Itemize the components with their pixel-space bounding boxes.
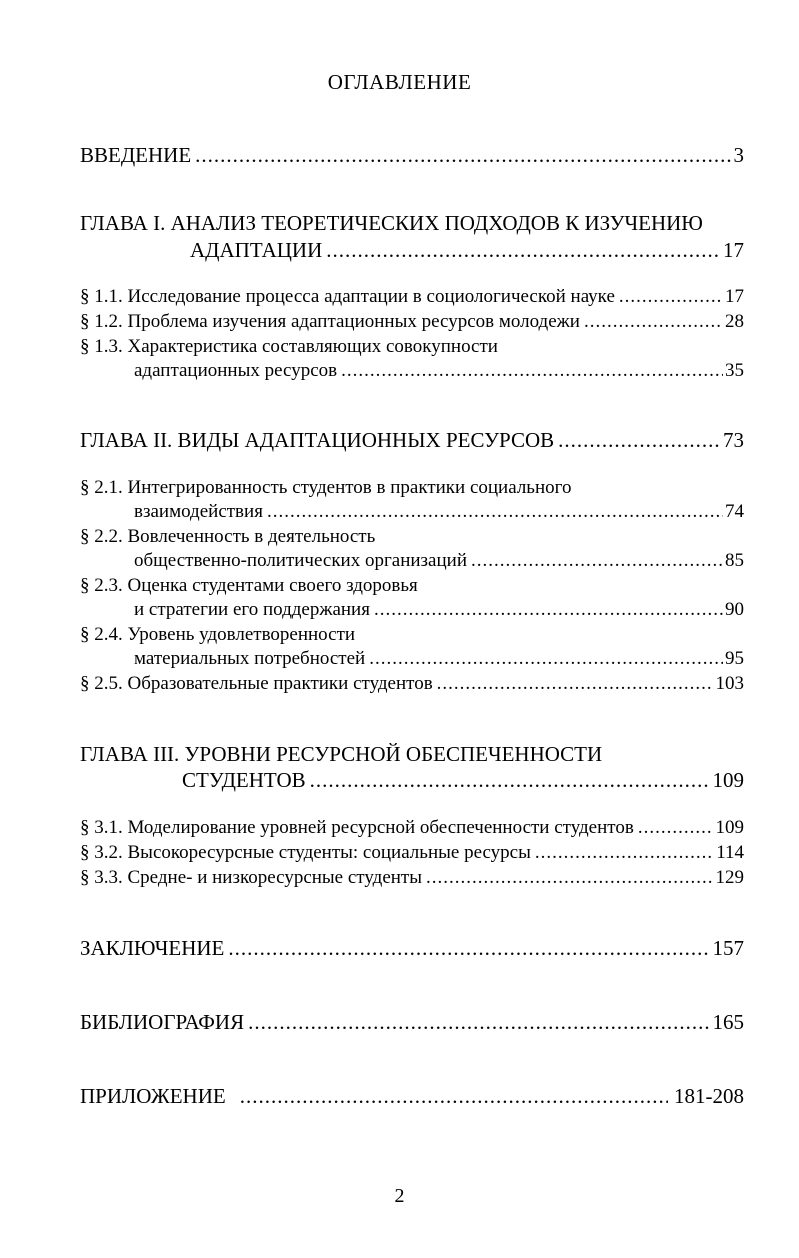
toc-entry-label: СТУДЕНТОВ: [182, 768, 306, 792]
toc-entry-page: 157: [712, 936, 744, 960]
toc-entry-page: 109: [712, 768, 744, 792]
toc-entry-page: 181-208: [674, 1084, 744, 1108]
toc-entry-page: 17: [723, 238, 744, 262]
toc-entry-page: 103: [715, 673, 744, 694]
toc-entry-chapter2: [80, 428, 744, 453]
toc-entry-section-2-5: [80, 673, 744, 695]
toc-entry-page: 74: [725, 501, 744, 522]
toc-entry-chapter3: [182, 768, 744, 793]
toc-entry-page: 165: [712, 1010, 744, 1034]
section-1-3-line1: § 1.3. Характеристика составляющих совокупности: [80, 336, 498, 357]
toc-entry-page: 28: [725, 311, 744, 332]
toc-entry-label: § 3.2. Высокоресурсные студенты: социальные ресурсы: [80, 842, 531, 863]
toc-entry-page: 95: [725, 648, 744, 669]
toc-entry-label: адаптационных ресурсов: [134, 360, 338, 381]
toc-entry-section-2-4: [134, 648, 744, 670]
toc-entry-page: 73: [723, 428, 744, 452]
chapter3-title-line1: ГЛАВА III. УРОВНИ РЕСУРСНОЙ ОБЕСПЕЧЕННОСТИ: [80, 742, 603, 766]
toc-entry-label: ВВЕДЕНИЕ: [80, 143, 192, 167]
toc-entry-label: ГЛАВА II. ВИДЫ АДАПТАЦИОННЫХ РЕСУРСОВ: [80, 428, 555, 452]
toc-entry-label: материальных потребностей: [134, 648, 366, 669]
section-2-2-line1: § 2.2. Вовлеченность в деятельность: [80, 526, 376, 547]
toc-entry-page: 85: [725, 550, 744, 571]
toc-entry-section-3-3: [80, 867, 744, 889]
leader-dots: [558, 428, 721, 453]
leader-dots: [195, 143, 731, 168]
section-2-1-line1: § 2.1. Интегрированность студентов в практики социального: [80, 477, 572, 498]
toc-entry-label: общественно-политических организаций: [134, 550, 467, 571]
toc-entry-bibliography: [80, 1010, 744, 1035]
toc-entry-page: 17: [725, 286, 744, 307]
toc-entry-label: § 3.1. Моделирование уровней ресурсной обеспеченности студентов: [80, 817, 634, 838]
leader-dots: [369, 648, 723, 670]
toc-entry-page: 3: [733, 143, 744, 167]
toc-entry-chapter1: [190, 238, 744, 263]
toc-entry-page: 129: [715, 867, 744, 888]
leader-dots: [267, 501, 723, 523]
leader-dots: [426, 867, 714, 889]
section-2-4-line1: § 2.4. Уровень удовлетворенности: [80, 624, 356, 645]
leader-dots: [326, 238, 721, 263]
toc-entry-section-1-1: [80, 286, 744, 308]
leader-dots: [374, 599, 723, 621]
leader-dots: [638, 817, 714, 839]
toc-entry-section-2-2: [134, 550, 744, 572]
toc-entry-label: ПРИЛОЖЕНИЕ: [80, 1084, 226, 1108]
leader-dots: [341, 360, 723, 382]
toc-entry-label: § 1.2. Проблема изучения адаптационных ресурсов молодежи: [80, 311, 580, 332]
toc-entry-label: ЗАКЛЮЧЕНИЕ: [80, 936, 225, 960]
toc-entry-label: § 2.5. Образовательные практики студентов: [80, 673, 433, 694]
leader-dots: [310, 768, 711, 793]
toc-entry-label: БИБЛИОГРАФИЯ: [80, 1010, 245, 1034]
leader-dots: [437, 673, 714, 695]
toc-entry-intro: [80, 143, 744, 168]
toc-entry-appendix: [80, 1084, 744, 1109]
toc-entry-page: 114: [716, 842, 744, 863]
toc-entry-label: АДАПТАЦИИ: [190, 238, 323, 262]
leader-dots: [248, 1010, 710, 1035]
toc-entry-section-1-2: [80, 311, 744, 333]
leader-dots: [240, 1084, 668, 1109]
toc-entry-label: § 3.3. Средне- и низкоресурсные студенты: [80, 867, 422, 888]
chapter1-title-line1: ГЛАВА I. АНАЛИЗ ТЕОРЕТИЧЕСКИХ ПОДХОДОВ К ИЗУЧЕНИЮ: [80, 211, 703, 235]
leader-dots: [471, 550, 723, 572]
toc-entry-section-3-1: [80, 817, 744, 839]
toc-entry-label: взаимодействия: [134, 501, 263, 522]
toc-entry-conclusion: [80, 936, 744, 961]
toc-entry-section-2-3: [134, 599, 744, 621]
page-number: 2: [394, 1185, 405, 1207]
leader-dots: [535, 842, 714, 864]
toc-entry-page: 90: [725, 599, 744, 620]
toc-entry-label: и стратегии его поддержания: [134, 599, 370, 620]
toc-entry-section-2-1: [134, 501, 744, 523]
leader-dots: [584, 311, 723, 333]
leader-dots: [228, 936, 710, 961]
page-title: ОГЛАВЛЕНИЕ: [327, 70, 472, 94]
section-2-3-line1: § 2.3. Оценка студентами своего здоровья: [80, 575, 418, 596]
toc-entry-page: 109: [715, 817, 744, 838]
toc-entry-label: § 1.1. Исследование процесса адаптации в социологической науке: [80, 286, 615, 307]
toc-entry-section-1-3: [134, 360, 744, 382]
toc-entry-page: 35: [725, 360, 744, 381]
toc-entry-section-3-2: [80, 842, 744, 864]
leader-dots: [619, 286, 723, 308]
